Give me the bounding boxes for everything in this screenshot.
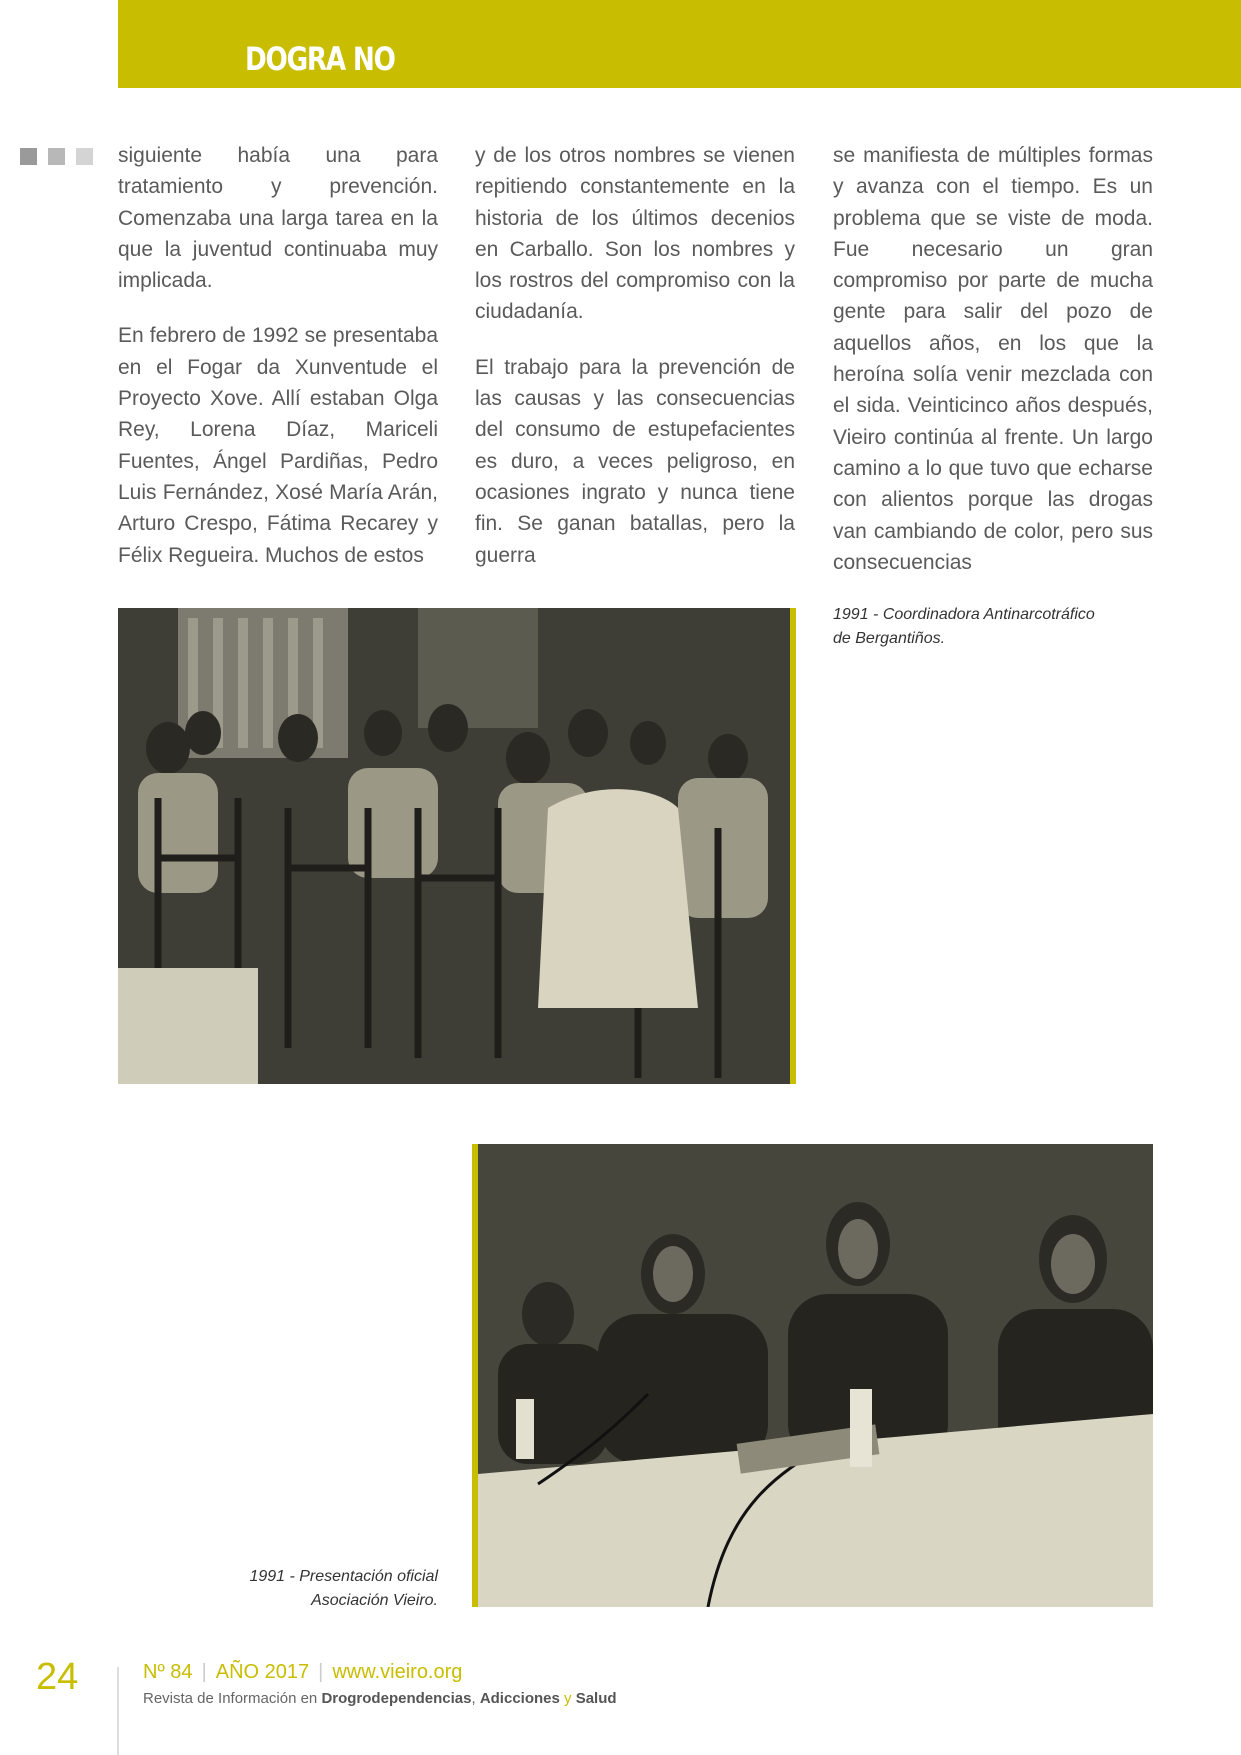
paragraph: siguiente había una para tratamiento y prevención. Comenzaba una larga tarea en la que la juventud continuaba muy implicada. [118, 144, 438, 293]
paragraph: se manifiesta de múltiples formas y avanza con el tiempo. Es un problema que se viste de moda. Fue necesario un gran compromiso por parte de mucha gente para salir del pozo de aquellos años, en los que la heroína solía venir mezclada con el sida. Veinticinco años después, Vieiro continúa al frente. Un largo camino a lo que tuvo que echarse con alientos porque las drogas van cambiando de color, pero sus consecuencias [833, 144, 1153, 574]
decorative-squares [20, 148, 93, 165]
text-column-1 [118, 140, 438, 595]
page-number: 24 [36, 1656, 79, 1698]
paragraph: y de los otros nombres se vienen repitiendo constantemente en la historia de los últimos decenios en Carballo. Son los nombres y los rostros del compromiso con la ciudadanía. [475, 144, 795, 324]
issue-number: Nº 84 [143, 1661, 193, 1683]
separator: | [318, 1661, 324, 1683]
panel-photo [478, 1144, 1153, 1607]
text-column-3 [833, 140, 1153, 602]
photo-caption: 1991 - Presentación oficial Asociación Vieiro. [249, 1568, 438, 1609]
footer-issue-line [143, 1661, 462, 1684]
square-icon [76, 148, 93, 165]
issue-year: AÑO 2017 [215, 1661, 310, 1683]
text-column-2 [475, 140, 795, 595]
section-title: DOGRA NO [245, 40, 395, 78]
paragraph: El trabajo para la prevención de las causas y las consecuencias del consumo de estupefacientes es duro, a veces peligroso, en ocasiones ingrato y nunca tiene fin. Se ganan batallas, pero la guerra [475, 355, 795, 567]
square-icon [48, 148, 65, 165]
square-icon [20, 148, 37, 165]
photo-caption: 1991 - Coordinadora Antinarcotráfico de Bergantiños. [833, 606, 1095, 647]
footer-divider [117, 1667, 119, 1755]
separator: | [201, 1661, 207, 1683]
audience-photo [118, 608, 790, 1084]
footer-tagline: Revista de Información en Drogrodependencias, Adicciones y Salud [143, 1690, 617, 1707]
website-link[interactable]: www.vieiro.org [332, 1661, 463, 1683]
photo-accent-bar [790, 608, 796, 1084]
paragraph: En febrero de 1992 se presentaba en el Fogar da Xunventude el Proyecto Xove. Allí estaban Olga Rey, Lorena Díaz, Mariceli Fuentes, Ángel Pardiñas, Pedro Luis Fernández, Xosé María Arán, Arturo Crespo, Fátima Recarey y Félix Regueira. Muchos de estos [118, 324, 438, 567]
